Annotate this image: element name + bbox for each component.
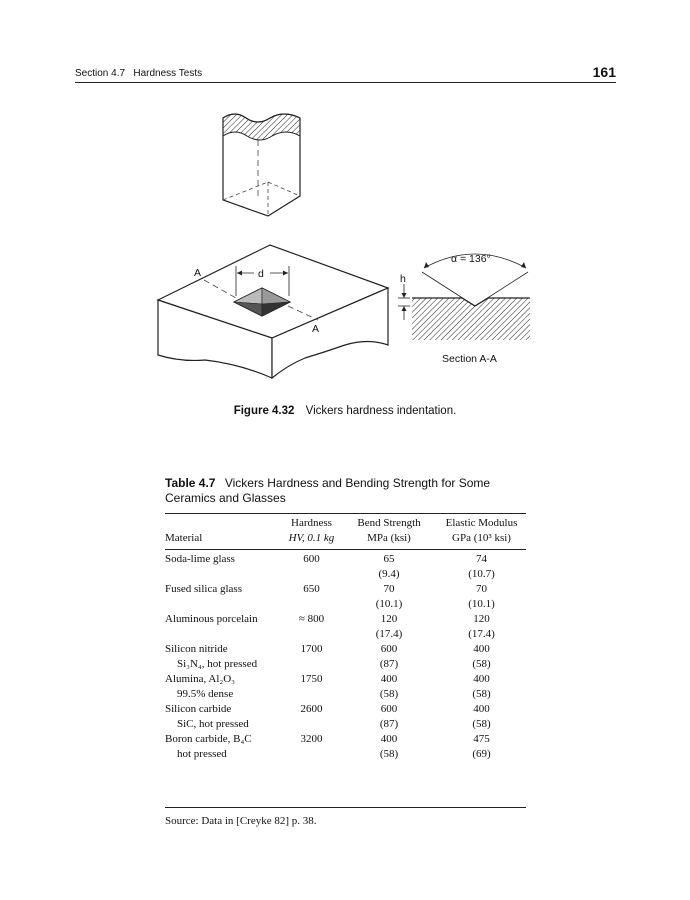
- header-hardness-units: HV, 0.1 kg: [288, 532, 335, 544]
- table-row: [165, 642, 526, 657]
- cell-hardness: 3200: [300, 733, 323, 745]
- cell-modulus: 70: [476, 583, 487, 595]
- cell-modulus: 400: [473, 703, 490, 715]
- table-title: Vickers Hardness and Bending Strength for Some Ceramics and Glasses: [165, 476, 491, 505]
- cell-bend-ksi: (87): [379, 658, 399, 670]
- cell-hardness: ≈ 800: [298, 613, 325, 625]
- cell-material: Alumina, Al₂O₃: [165, 673, 236, 685]
- table-top-rule: [165, 513, 526, 514]
- cell-bend-ksi: (17.4): [375, 628, 403, 640]
- cell-bend: 400: [380, 673, 398, 685]
- cell-modulus: 74: [476, 553, 487, 565]
- cell-bend-ksi: (87): [379, 718, 399, 730]
- cell-material: Silicon nitride: [165, 643, 228, 655]
- table-header-row-units: [165, 531, 526, 546]
- cell-hardness: 2600: [300, 703, 323, 715]
- table-source-note: Source: Data in [Creyke 82] p. 38.: [165, 815, 317, 827]
- cell-modulus-ksi: (69): [472, 748, 491, 760]
- table-row: [165, 582, 526, 597]
- table-row-sub: [165, 567, 526, 582]
- table-header-row: [165, 516, 526, 531]
- cell-bend: 65: [383, 553, 395, 565]
- cell-hardness: 600: [303, 553, 320, 565]
- cell-modulus-ksi: (10.7): [468, 568, 495, 580]
- header-modulus-units: GPa (10³ ksi): [452, 532, 511, 544]
- section-a-a-diagram: [398, 254, 530, 340]
- cell-hardness: 650: [303, 583, 320, 595]
- table-bottom-rule: [165, 807, 526, 808]
- vickers-indentation-figure: [0, 0, 690, 400]
- cell-material: Soda-lime glass: [165, 553, 235, 565]
- cell-bend: 600: [380, 643, 398, 655]
- cell-modulus: 475: [473, 733, 490, 745]
- cell-modulus: 400: [473, 643, 490, 655]
- label-alpha: α = 136°: [451, 253, 491, 265]
- cell-material: Fused silica glass: [165, 583, 242, 595]
- cell-bend: 400: [380, 733, 398, 745]
- figure-label: Figure 4.32: [233, 405, 295, 417]
- table-row-sub: [165, 597, 526, 612]
- cell-material-sub: SiC, hot pressed: [177, 718, 249, 730]
- figure-caption: [0, 405, 690, 417]
- cell-modulus: 400: [473, 673, 490, 685]
- cell-material-sub: Si₃N₄, hot pressed: [177, 658, 258, 670]
- cell-hardness: 1700: [300, 643, 323, 655]
- table-row-sub: [165, 627, 526, 642]
- data-table: [165, 516, 526, 762]
- specimen-block: [158, 245, 388, 378]
- table-row-sub: [165, 657, 526, 672]
- cell-bend-ksi: (10.1): [375, 598, 403, 610]
- table-label: Table 4.7: [165, 476, 216, 490]
- header-hardness: Hardness: [291, 517, 332, 529]
- cell-material: Aluminous porcelain: [165, 613, 258, 625]
- header-bend-strength: Bend Strength: [357, 517, 421, 529]
- cell-hardness: 1750: [300, 673, 323, 685]
- table-row: [165, 702, 526, 717]
- cell-material: Silicon carbide: [165, 703, 232, 715]
- cell-modulus-ksi: (58): [472, 718, 491, 730]
- table-row: [165, 612, 526, 627]
- table-caption: [165, 476, 525, 506]
- cell-bend: 600: [380, 703, 398, 715]
- table-row-sub: [165, 747, 526, 762]
- table-row: [165, 552, 526, 567]
- label-section-a-a: Section A-A: [442, 353, 497, 365]
- cell-bend-ksi: (58): [379, 688, 399, 700]
- table-row: [165, 732, 526, 747]
- cell-modulus: 120: [473, 613, 490, 625]
- table-row-sub: [165, 717, 526, 732]
- label-a-bottom: A: [312, 323, 320, 335]
- cell-bend: 70: [383, 583, 395, 595]
- cell-modulus-ksi: (10.1): [468, 598, 495, 610]
- table-row: [165, 672, 526, 687]
- header-material: Material: [165, 532, 203, 544]
- cell-bend: 120: [380, 613, 398, 625]
- section-title: Section 4.7 Hardness Tests: [75, 68, 203, 79]
- table-row-sub: [165, 687, 526, 702]
- cell-modulus-ksi: (58): [472, 658, 491, 670]
- indenter: [223, 114, 300, 216]
- label-a-top: A: [194, 267, 202, 279]
- cell-material-sub: hot pressed: [177, 748, 227, 760]
- cell-bend-ksi: (58): [379, 748, 399, 760]
- page-number: 161: [592, 64, 616, 80]
- figure-caption-text: Vickers hardness indentation.: [305, 405, 457, 417]
- cell-modulus-ksi: (58): [472, 688, 491, 700]
- label-h: h: [400, 273, 406, 285]
- cell-bend-ksi: (9.4): [378, 568, 400, 580]
- header-bend-units: MPa (ksi): [367, 532, 411, 544]
- cell-material: Boron carbide, B₄C: [165, 733, 252, 745]
- cell-modulus-ksi: (17.4): [468, 628, 495, 640]
- header-elastic-modulus: Elastic Modulus: [445, 517, 518, 529]
- label-d: d: [258, 268, 264, 280]
- cell-material-sub: 99.5% dense: [177, 688, 234, 700]
